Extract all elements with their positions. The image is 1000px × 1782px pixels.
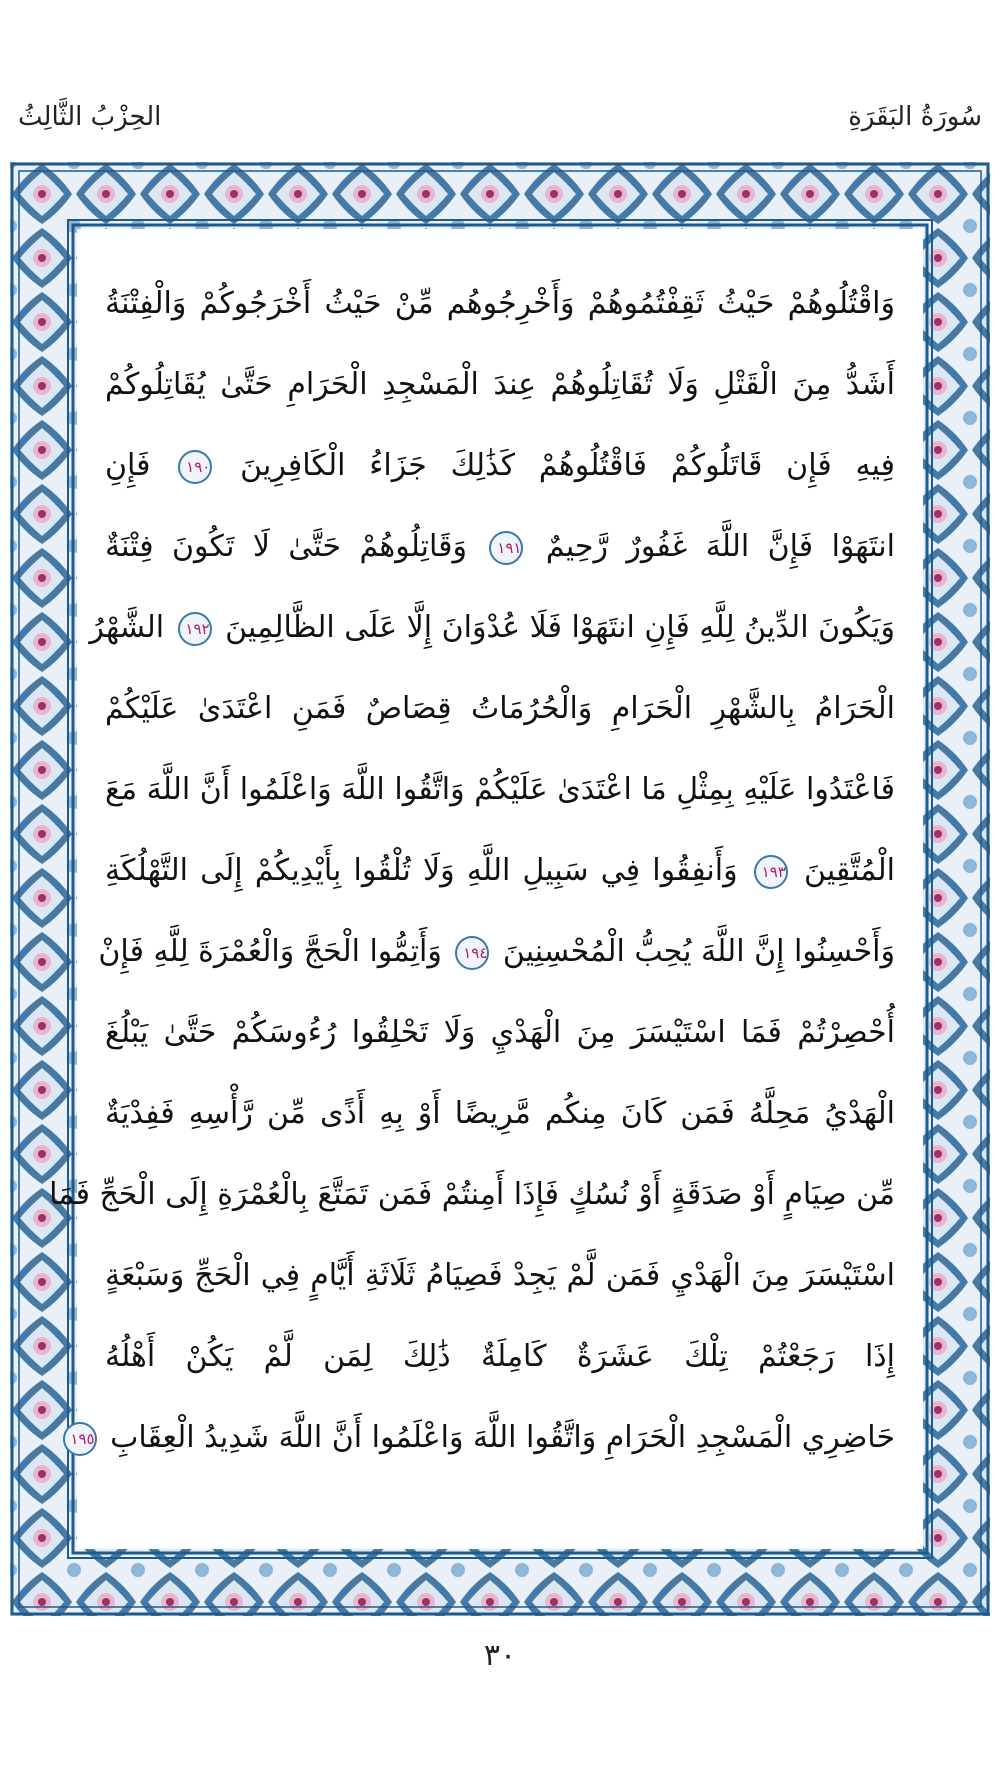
hizb-label: الحِزْبُ الثَّالِثُ (18, 102, 162, 132)
ayah-number-marker: ١٩٠ (178, 450, 212, 484)
ayah-number-marker: ١٩٥ (63, 1422, 97, 1456)
verse-text: اسْتَيْسَرَ مِنَ الْهَدْيِ فَمَن لَّمْ يَجِدْ فَصِيَامُ ثَلَاثَةِ أَيَّامٍ فِي الْحَجِّ وَسَبْعَةٍ (105, 1258, 895, 1293)
verse-line (70, 1397, 895, 1478)
page-number: ٣٠ (483, 1638, 517, 1673)
verse-line (105, 344, 895, 425)
verse-text: مِّن صِيَامٍ أَوْ صَدَقَةٍ أَوْ نُسُكٍ فَإِذَا أَمِنتُمْ فَمَن تَمَتَّعَ بِالْعُمْرَةِ إِلَى الْحَجِّ فَمَا (49, 1177, 895, 1212)
verse-text: الشَّهْرُ (89, 610, 165, 645)
verse-line (98, 911, 895, 992)
verse-text: الْمُتَّقِينَ (804, 853, 895, 888)
verse-text: أُحْصِرْتُمْ فَمَا اسْتَيْسَرَ مِنَ الْهَدْيِ وَلَا تَحْلِقُوا رُءُوسَكُمْ حَتَّىٰ يَبْلُغَ (105, 1015, 895, 1050)
ornamental-frame (10, 162, 990, 1616)
verse-text: أَشَدُّ مِنَ الْقَتْلِ وَلَا تُقَاتِلُوهُمْ عِندَ الْمَسْجِدِ الْحَرَامِ حَتَّىٰ يُقَاتِلُوكُمْ (105, 367, 895, 402)
ayah-number-marker: ١٩٣ (754, 855, 788, 889)
verse-text: فَاعْتَدُوا عَلَيْهِ بِمِثْلِ مَا اعْتَدَىٰ عَلَيْكُمْ وَاتَّقُوا اللَّهَ وَاعْلَمُوا أَنَّ اللَّهَ مَعَ (105, 772, 895, 807)
verse-line (105, 830, 895, 911)
page-header (18, 92, 982, 142)
verse-text: انتَهَوْا فَإِنَّ اللَّهَ غَفُورٌ رَّحِيمٌ (545, 529, 895, 564)
ayah-number-marker: ١٩٢ (178, 612, 212, 646)
verse-text: وَقَاتِلُوهُمْ حَتَّىٰ لَا تَكُونَ فِتْنَةٌ (105, 529, 467, 564)
verse-text: إِذَا رَجَعْتُمْ تِلْكَ عَشَرَةٌ كَامِلَةٌ ذَٰلِكَ لِمَن لَّمْ يَكُنْ أَهْلُهُ (105, 1339, 895, 1374)
verse-line (105, 1073, 895, 1154)
verse-line (105, 425, 895, 506)
verse-line (105, 992, 895, 1073)
verse-text: الْهَدْيُ مَحِلَّهُ فَمَن كَانَ مِنكُم مَّرِيضًا أَوْ بِهِ أَذًى مِّن رَّأْسِهِ فَفِدْيَةٌ (105, 1096, 895, 1131)
verse-text: وَأَنفِقُوا فِي سَبِيلِ اللَّهِ وَلَا تُلْقُوا بِأَيْدِيكُمْ إِلَى التَّهْلُكَةِ (105, 853, 738, 888)
verse-text: وَيَكُونَ الدِّينُ لِلَّهِ فَإِنِ انتَهَوْا فَلَا عُدْوَانَ إِلَّا عَلَى الظَّالِمِينَ (225, 610, 895, 645)
verse-text: وَاقْتُلُوهُمْ حَيْثُ ثَقِفْتُمُوهُمْ وَأَخْرِجُوهُم مِّنْ حَيْثُ أَخْرَجُوكُمْ وَالْفِتْنَةُ (105, 286, 895, 321)
verse-line (89, 587, 895, 668)
verse-line (105, 263, 895, 344)
ayah-number-marker: ١٩١ (489, 531, 523, 565)
verse-line (105, 749, 895, 830)
verse-text-area (49, 229, 923, 1549)
verse-text: الْحَرَامُ بِالشَّهْرِ الْحَرَامِ وَالْحُرُمَاتُ قِصَاصٌ فَمَنِ اعْتَدَىٰ عَلَيْكُمْ (105, 691, 895, 726)
verse-line (105, 668, 895, 749)
verse-line (49, 1154, 895, 1235)
verse-text: وَأَتِمُّوا الْحَجَّ وَالْعُمْرَةَ لِلَّهِ فَإِنْ (98, 934, 442, 969)
verse-text: فَإِنِ (105, 448, 151, 483)
verse-line (105, 1316, 895, 1397)
verse-text: فِيهِ فَإِن قَاتَلُوكُمْ فَاقْتُلُوهُمْ كَذَٰلِكَ جَزَاءُ الْكَافِرِينَ (240, 448, 895, 483)
verse-text: حَاضِرِي الْمَسْجِدِ الْحَرَامِ وَاتَّقُوا اللَّهَ وَاعْلَمُوا أَنَّ اللَّهَ شَدِيدُ الْعِقَابِ (110, 1420, 895, 1455)
verse-line (105, 1235, 895, 1316)
surah-name: سُورَةُ البَقَرَةِ (848, 102, 982, 132)
verse-text: وَأَحْسِنُوا إِنَّ اللَّهَ يُحِبُّ الْمُحْسِنِينَ (502, 934, 895, 969)
ayah-number-marker: ١٩٤ (455, 936, 489, 970)
verse-line (105, 506, 895, 587)
